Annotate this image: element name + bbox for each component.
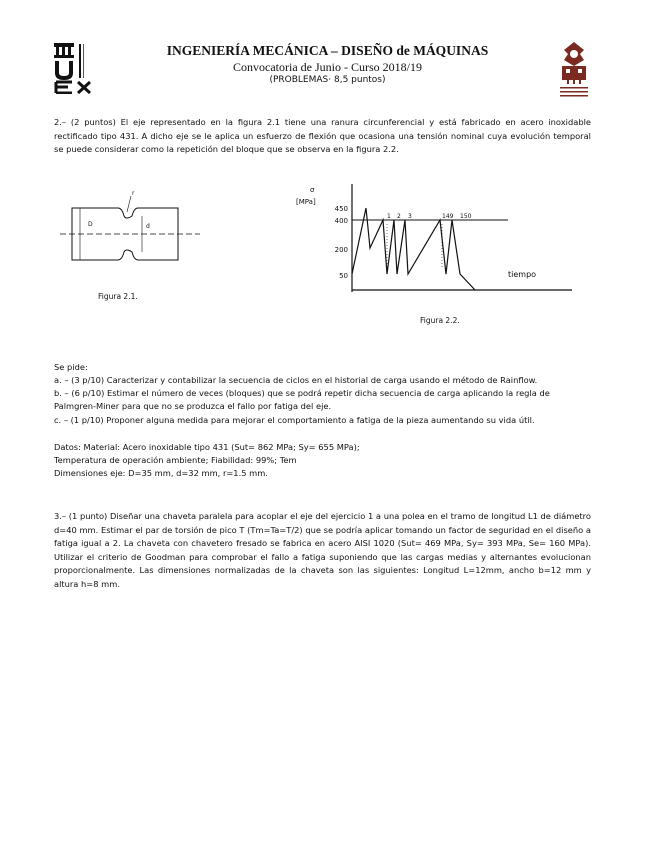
cycle-3: 3 xyxy=(408,213,412,220)
data-material: Datos: Material: Acero inoxidable tipo 431 (Sut= 862 MPa; Sy= 655 MPa); xyxy=(54,442,360,452)
question-b-1: b. – (6 p/10) Estimar el número de veces (bloques) que se podrá repetir dicha secuencia de carga aplicando la regla de xyxy=(54,388,550,398)
data-dimensions: Dimensiones eje: D=35 mm, d=32 mm, r=1.5 mm. xyxy=(54,468,268,478)
tick-400: 400 xyxy=(334,217,348,225)
header-title: INGENIERÍA MECÁNICA – DISEÑO de MÁQUINAS xyxy=(166,43,489,58)
label-r: r xyxy=(132,190,135,197)
figure-2-2-caption: Figura 2.2. xyxy=(420,316,460,325)
data-conditions: Temperatura de operación ambiente; Fiabilidad: 99%; Tem xyxy=(54,455,297,465)
y-unit: [MPa] xyxy=(296,198,316,206)
y-symbol: σ xyxy=(310,186,315,194)
problem3-statement: 3.– (1 punto) Diseñar una chaveta paralela para acoplar el eje del ejercicio 1 a una polea en el tramo de longitud L1 de diámetro d=40 mm. Estimar el par de torsión de pico T (Tm=Ta=T/2) que se podría aplicar tomando un factor de seguridad en el diseño a fatiga igual a 2. La chaveta con chavetero fresado se fabrica en acero AISI 1020 (Sut= 469 MPa, Sy= 393 MPa, Se= 160 MPa). Utilizar el criterio de Goodman para comprobar el fallo a fatiga suponiendo que las cargas medias y alternantes evolucionan proporcionalmente. Las dimensiones normalizadas de la chaveta son las siguientes: Longitud L=12mm, ancho b=12 mm y altura h=8 mm. xyxy=(54,511,591,589)
figure-2-1 xyxy=(60,188,200,278)
tick-450: 450 xyxy=(334,205,348,213)
x-label: tiempo xyxy=(508,270,537,279)
question-a: a. – (3 p/10) Caracterizar y contabilizar la secuencia de ciclos en el historial de carga usando el método de Rainflow. xyxy=(54,375,538,385)
tick-50: 50 xyxy=(339,272,348,280)
problem2-statement: 2.– (2 puntos) El eje representado en la figura 2.1 tiene una ranura circunferencial y está fabricado en acero inoxidable rectificado tipo 431. A dicho eje se le aplica un esfuerzo de flexión que ocasiona una tensión nominal cuya evolución temporal se puede considerar como la repetición del bloque que se observa en la figura 2.2. xyxy=(54,117,591,154)
asks-intro: Se pide: xyxy=(54,362,88,372)
cycle-149: 149 xyxy=(442,213,454,220)
cycle-2: 2 xyxy=(397,213,401,220)
question-b-2: Palmgren-Miner para que no se produzca el fallo por fatiga del eje. xyxy=(54,401,332,411)
figure-2-1-caption: Figura 2.1. xyxy=(98,292,138,301)
label-d: d xyxy=(146,223,150,230)
figure-2-2 xyxy=(290,180,580,300)
tick-200: 200 xyxy=(334,246,348,254)
cycle-150: 150 xyxy=(460,213,472,220)
header-subtitle: Convocatoria de Junio - Curso 2018/19 xyxy=(233,60,422,74)
header-problems: (PROBLEMAS· 8,5 puntos) xyxy=(269,75,386,85)
question-c: c. – (1 p/10) Proponer alguna medida para mejorar el comportamiento a fatiga de la pieza aumentando su vida útil. xyxy=(54,415,535,425)
cycle-1: 1 xyxy=(387,213,391,220)
label-D: D xyxy=(88,221,93,228)
